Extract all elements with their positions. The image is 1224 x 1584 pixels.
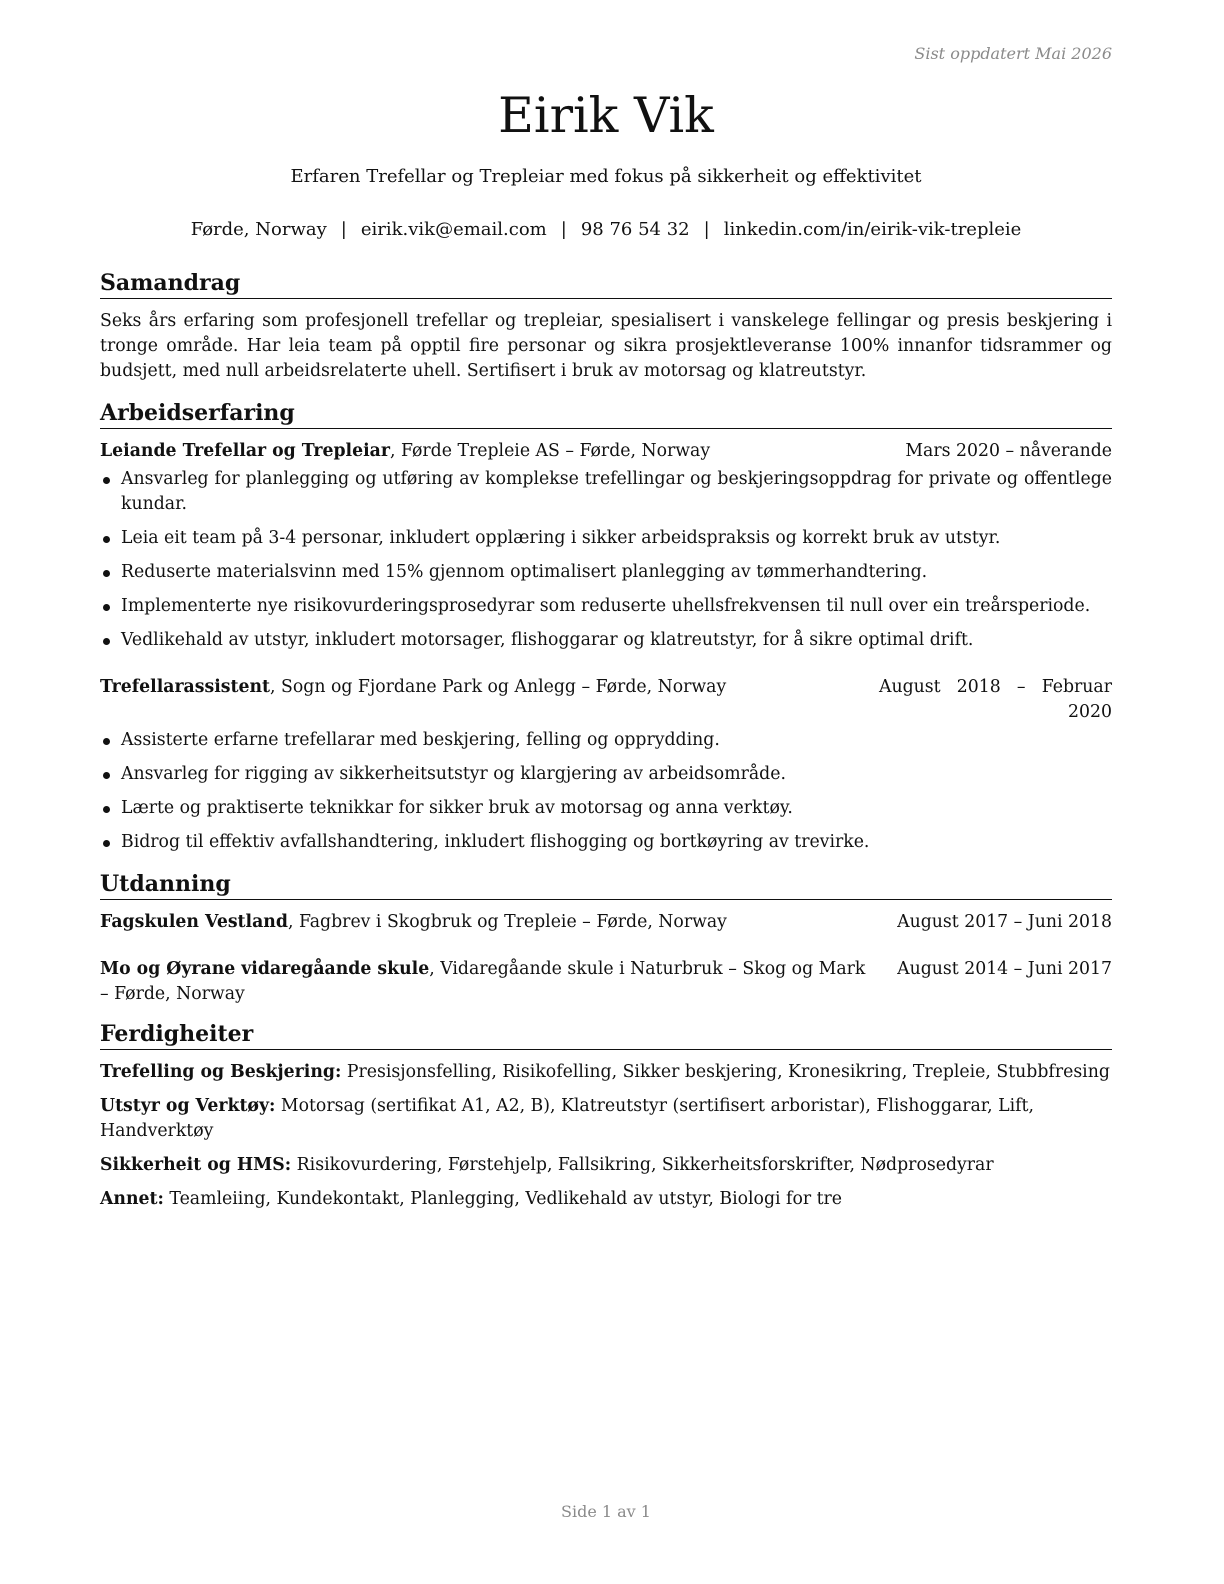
skill-value: Presisjonsfelling, Risikofelling, Sikker beskjering, Kronesikring, Trepleie, Stubbfresing: [341, 1062, 1110, 1082]
contact-separator: |: [560, 219, 567, 240]
education-title-line: [100, 957, 897, 1007]
skill-label: Sikkerheit og HMS:: [100, 1155, 292, 1175]
education-entry: [100, 957, 1112, 1007]
skill-line: [100, 1094, 1112, 1144]
education-school: Mo og Øyrane vidaregåande skule: [100, 959, 430, 979]
job-entry: [100, 439, 1112, 653]
candidate-name: Eirik Vik: [498, 87, 714, 144]
job-bullet: Reduserte materialsvinn med 15% gjennom optimalisert planlegging av tømmerhandtering.: [100, 560, 1112, 585]
skill-value: Motorsag (sertifikat A1, A2, B), Klatreutstyr (sertifisert arboristar), Flishoggarar, Lift, Handverktøy: [100, 1096, 1034, 1141]
contact-location: Førde, Norway: [190, 219, 327, 240]
contact-phone: 98 76 54 32: [580, 219, 690, 240]
education-header: [100, 910, 1112, 935]
contact-line: [100, 219, 1112, 240]
skill-line: [100, 1187, 1112, 1212]
resume-body: [100, 268, 1112, 1221]
education-details: , Vidaregåande skule i Naturbruk – Skog og Mark – Førde, Norway: [100, 959, 866, 1004]
skill-label: Trefelling og Beskjering:: [100, 1062, 342, 1082]
education-details: , Fagbrev i Skogbruk og Trepleie – Førde, Norway: [287, 912, 727, 932]
education-school: Fagskulen Vestland: [100, 912, 288, 932]
job-bullet: Ansvarleg for rigging av sikkerheitsutstyr og klargjering av arbeidsområde.: [100, 762, 1112, 787]
skill-value: Risikovurdering, Førstehjelp, Fallsikring, Sikkerheitsforskrifter, Nødprosedyrar: [291, 1155, 994, 1175]
job-bullet: Lærte og praktiserte teknikkar for sikker bruk av motorsag og anna verktøy.: [100, 796, 1112, 821]
job-title-line: [100, 439, 905, 464]
section-title-summary: Samandrag: [100, 268, 1112, 299]
skill-label: Utstyr og Verktøy:: [100, 1096, 276, 1116]
experience-section: [100, 398, 1112, 855]
job-bullet: Bidrog til effektiv avfallshandtering, inkludert flishogging og bortkøyring av trevirke.: [100, 830, 1112, 855]
section-title-experience: Arbeidserfaring: [100, 398, 1112, 429]
job-bullet: Ansvarleg for planlegging og utføring av komplekse trefellingar og beskjeringsoppdrag for private og offentlege kundar.: [100, 467, 1112, 517]
education-entry: [100, 910, 1112, 935]
contact-email[interactable]: eirik.vik@email.com: [360, 219, 547, 240]
skills-section: [100, 1019, 1112, 1212]
job-details: , Førde Trepleie AS – Førde, Norway: [389, 441, 711, 461]
job-bullets: [100, 467, 1112, 653]
job-header: [100, 675, 1112, 725]
skill-line: [100, 1153, 1112, 1178]
job-role: Leiande Trefellar og Trepleiar: [100, 441, 390, 461]
job-header: [100, 439, 1112, 464]
job-bullet: Implementerte nye risikovurderingsprosedyrar som reduserte uhellsfrekvensen til null over ein treårsperiode.: [100, 594, 1112, 619]
education-dates: August 2014 – Juni 2017: [897, 959, 1112, 979]
education-section: [100, 869, 1112, 1007]
summary-text: Seks års erfaring som profesjonell trefellar og trepleiar, spesialisert i vanskelege fellingar og presis beskjering i tronge område. Har leia team på opptil fire personar og sikra prosjektleveranse 100% innanfor tidsrammer og budsjett, med null arbeidsrelaterte uhell. Sertifisert i bruk av motorsag og klatreutstyr.: [100, 311, 1112, 381]
education-title-line: [100, 910, 897, 935]
job-dates: Mars 2020 – nåverande: [905, 441, 1112, 461]
skill-line: [100, 1060, 1112, 1085]
job-dates: August 2018 – Februar 2020: [879, 677, 1112, 722]
job-bullet: Leia eit team på 3-4 personar, inkludert opplæring i sikker arbeidspraksis og korrekt bruk av utstyr.: [100, 526, 1112, 551]
job-title-line: [100, 675, 879, 700]
page-number: Side 1 av 1: [561, 1502, 651, 1521]
resume-page: [100, 0, 1112, 1584]
contact-separator: |: [340, 219, 347, 240]
skill-value: Teamleiing, Kundekontakt, Planlegging, Vedlikehald av utstyr, Biologi for tre: [163, 1189, 843, 1209]
job-details: , Sogn og Fjordane Park og Anlegg – Førde, Norway: [270, 677, 727, 697]
section-title-education: Utdanning: [100, 869, 1112, 900]
tagline: Erfaren Trefellar og Trepleiar med fokus på sikkerheit og effektivitet: [290, 166, 922, 187]
job-entry: [100, 675, 1112, 855]
job-bullets: [100, 728, 1112, 855]
education-dates: August 2017 – Juni 2018: [897, 912, 1112, 932]
education-header: [100, 957, 1112, 1007]
section-title-skills: Ferdigheiter: [100, 1019, 1112, 1050]
summary-section: [100, 268, 1112, 384]
job-bullet: Vedlikehald av utstyr, inkludert motorsager, flishoggarar og klatreutstyr, for å sikre optimal drift.: [100, 628, 1112, 653]
skill-label: Annet:: [100, 1189, 164, 1209]
last-updated: Sist oppdatert Mai 2026: [914, 44, 1112, 63]
contact-linkedin[interactable]: linkedin.com/in/eirik-vik-trepleie: [723, 219, 1022, 240]
job-bullet: Assisterte erfarne trefellarar med beskjering, felling og opprydding.: [100, 728, 1112, 753]
contact-separator: |: [703, 219, 710, 240]
job-role: Trefellarassistent: [100, 677, 271, 697]
